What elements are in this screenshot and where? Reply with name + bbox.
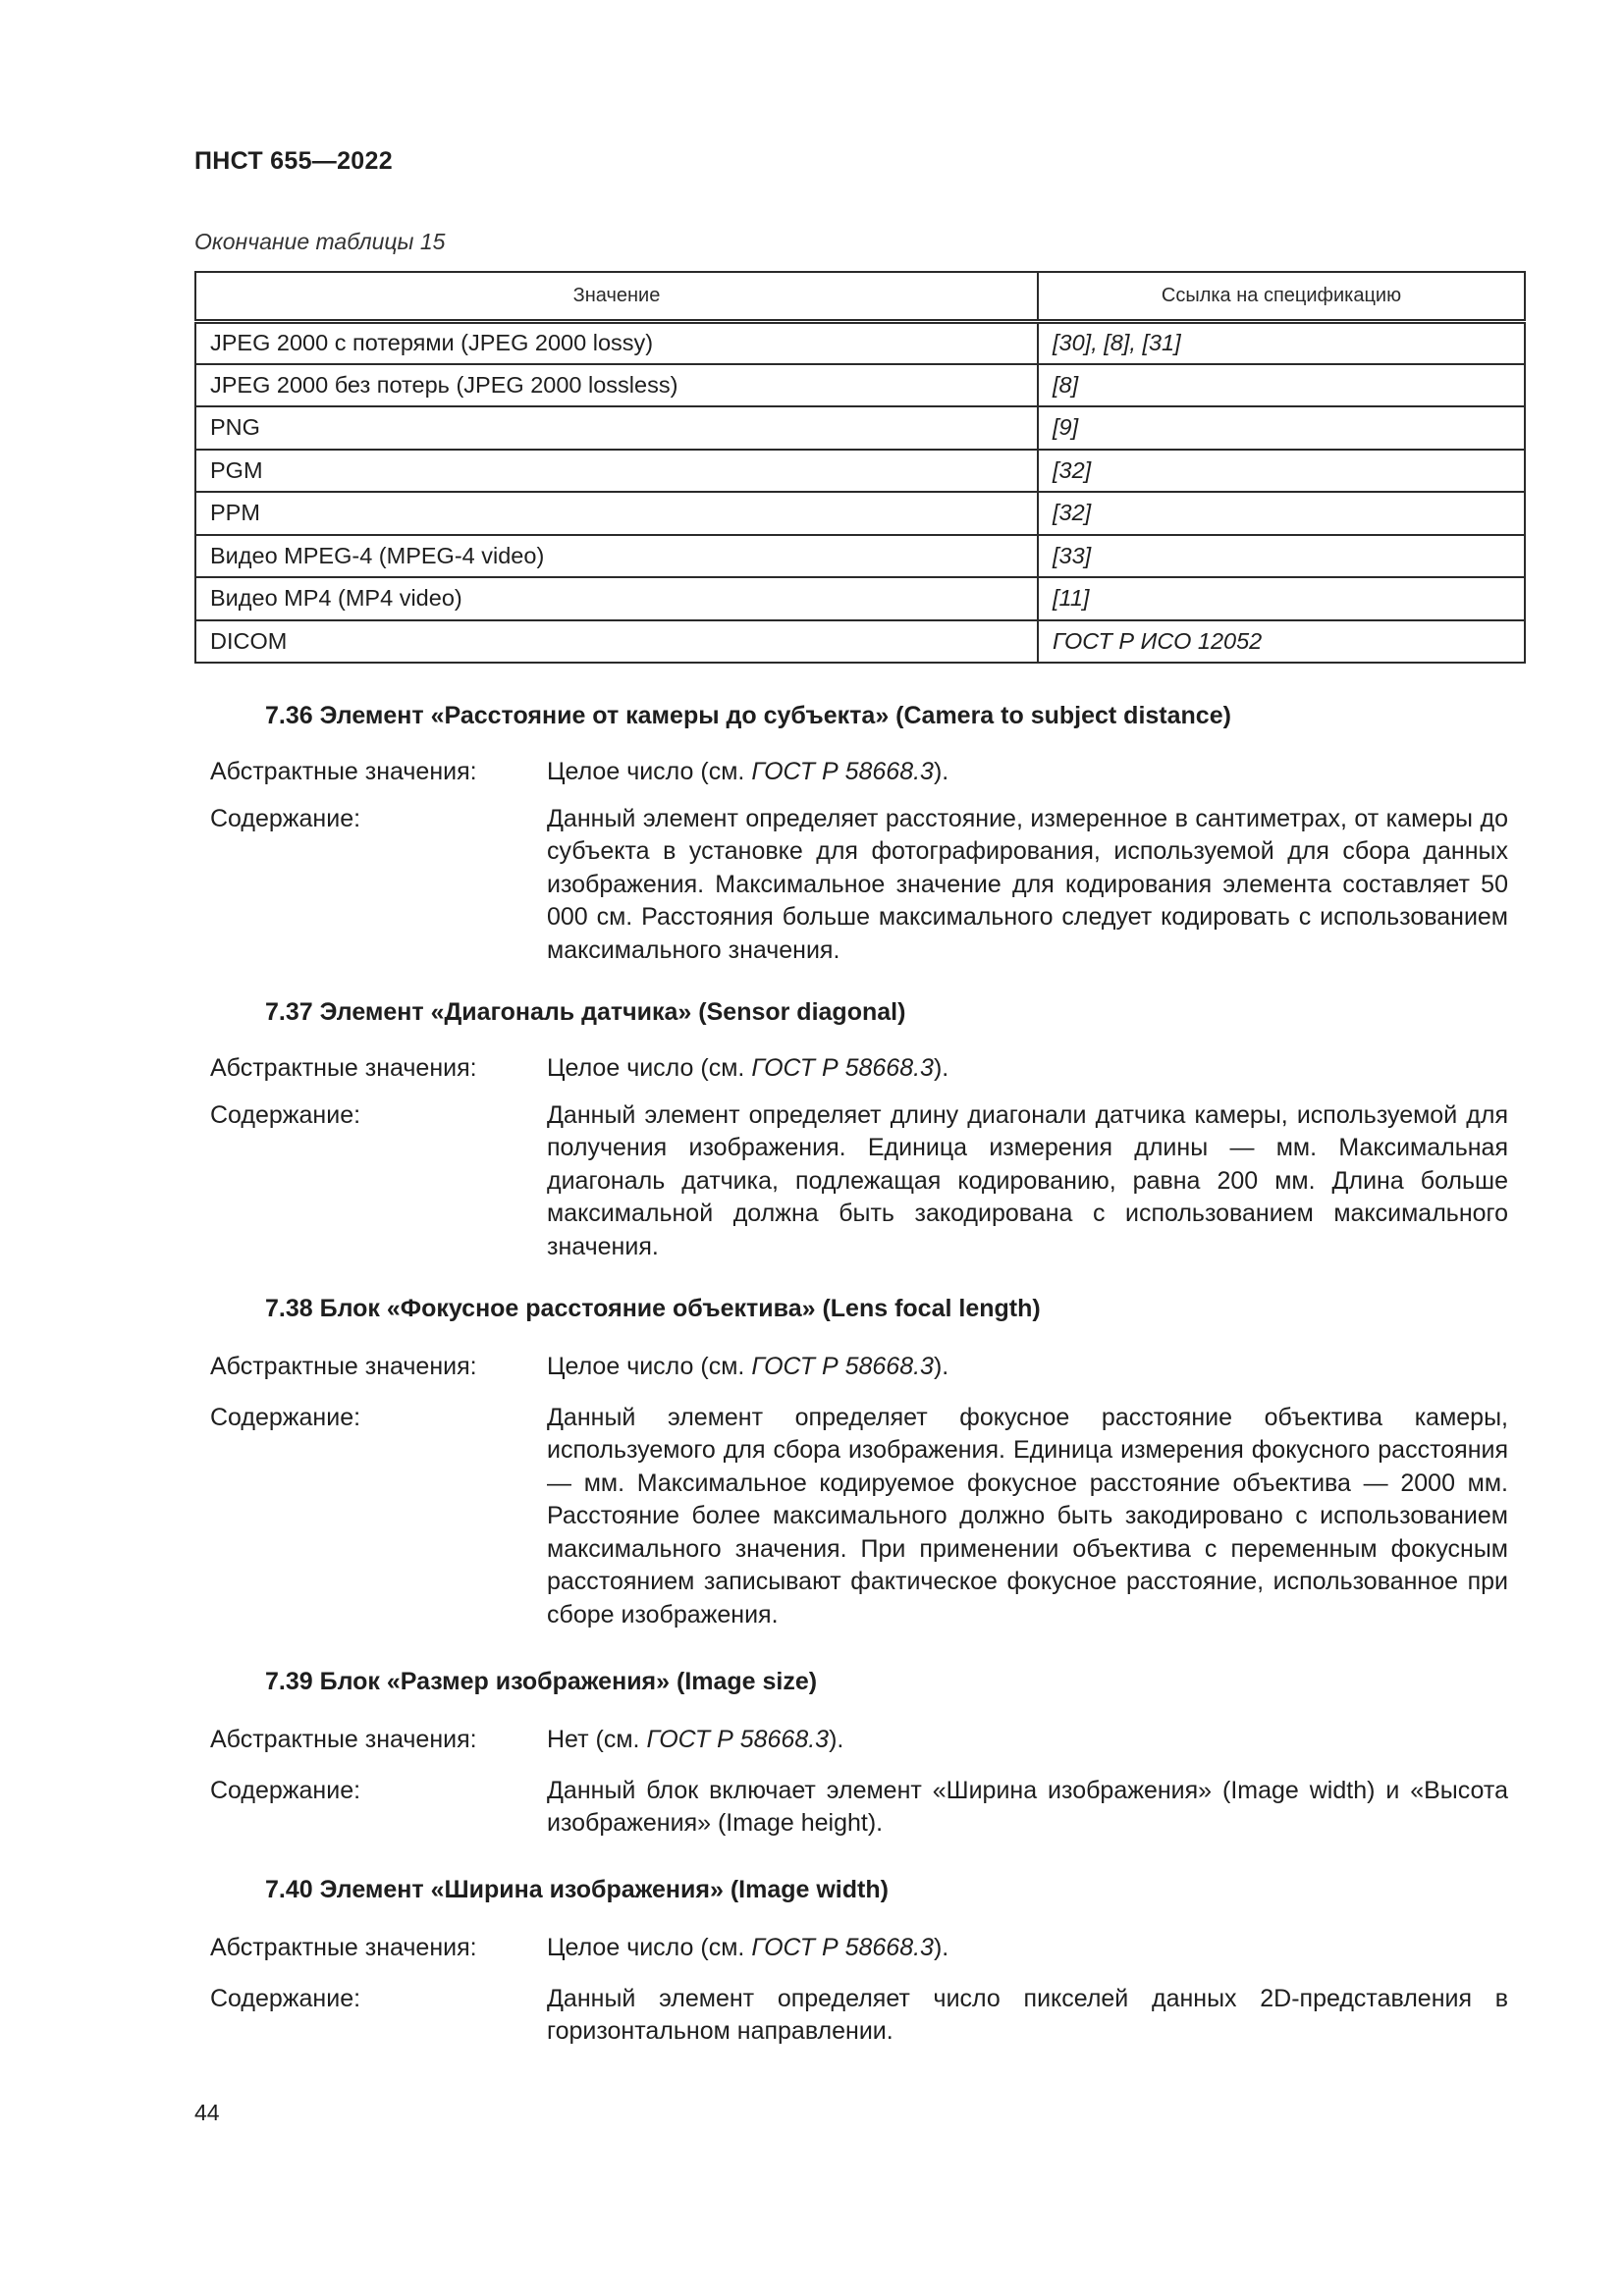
cell-ref: [32] (1038, 450, 1525, 493)
cell-value: JPEG 2000 с потерями (JPEG 2000 lossy) (195, 321, 1038, 364)
table-row (195, 406, 1525, 450)
cell-value: JPEG 2000 без потерь (JPEG 2000 lossless) (195, 364, 1038, 407)
cell-ref: [32] (1038, 492, 1525, 535)
standard-reference: ГОСТ Р 58668.3 (751, 1353, 934, 1380)
cell-value: PNG (195, 406, 1038, 450)
content-text: Данный элемент определяет фокусное расстояние объектива камеры, используемого для сбора изображения. Единица измерения фокусного расстояния — мм. Максимальное кодируемое фокусное расстояние объектива — 2000 мм. Расстояние более максимального должно быть закодировано с использованием максимального значения. При применении объектива с переменным фокусным расстоянием записывают фактическое фокусное расстояние, использованное при сборе изображения. (547, 1403, 1508, 1629)
cell-ref: [11] (1038, 577, 1525, 620)
standard-reference: ГОСТ Р 58668.3 (646, 1726, 830, 1753)
abstract-values-value: Нет (см. ГОСТ Р 58668.3). (547, 1726, 844, 1753)
content-text: Данный элемент определяет число пикселей данных 2D-представления в горизонтальном направлении. (547, 1984, 1508, 2045)
content-field (194, 1775, 1526, 1841)
abstract-values-value: Целое число (см. ГОСТ Р 58668.3). (547, 1054, 949, 1082)
abstract-values-value: Целое число (см. ГОСТ Р 58668.3). (547, 758, 949, 785)
cell-ref: [33] (1038, 535, 1525, 578)
section-7-39 (194, 1668, 1526, 1841)
section-title: 7.37 Элемент «Диагональ датчика» (Sensor diagonal) (265, 998, 906, 1026)
section-title: 7.40 Элемент «Ширина изображения» (Image width) (265, 1876, 889, 1903)
cell-ref: ГОСТ Р ИСО 12052 (1038, 620, 1525, 664)
cell-value: PPM (195, 492, 1038, 535)
cell-ref: [8] (1038, 364, 1525, 407)
content-label: Содержание: (210, 804, 361, 832)
section-title: 7.38 Блок «Фокусное расстояние объектива» (Lens focal length) (265, 1295, 1041, 1322)
abstract-values-field (194, 1351, 1526, 1384)
cell-ref: [9] (1038, 406, 1525, 450)
table-header-row (195, 272, 1525, 321)
abstract-values-value: Целое число (см. ГОСТ Р 58668.3). (547, 1353, 949, 1380)
page-number: 44 (194, 2100, 220, 2125)
cell-value: PGM (195, 450, 1038, 493)
standard-reference: ГОСТ Р 58668.3 (751, 758, 934, 785)
table-row (195, 535, 1525, 578)
document-header: ПНСТ 655—2022 (194, 147, 393, 175)
table-row (195, 450, 1525, 493)
standard-reference: ГОСТ Р 58668.3 (751, 1054, 934, 1082)
abstract-values-field (194, 756, 1526, 789)
abstract-values-label: Абстрактные значения: (210, 1726, 477, 1753)
section-7-40 (194, 1876, 1526, 2049)
content-label: Содержание: (210, 1403, 361, 1431)
abstract-values-label: Абстрактные значения: (210, 1353, 477, 1380)
table-caption: Окончание таблицы 15 (194, 229, 446, 254)
table-row (195, 364, 1525, 407)
table-row (195, 321, 1525, 364)
abstract-values-value: Целое число (см. ГОСТ Р 58668.3). (547, 1934, 949, 1961)
content-text: Данный элемент определяет расстояние, измеренное в сантиметрах, от камеры до субъекта в установке для фотографирования, используемой для сбора данных изображения. Максимальное значение для кодирования элемента составляет 50 000 см. Расстояния больше максимального следует кодировать с использованием максимального значения. (547, 804, 1508, 964)
table-row (195, 492, 1525, 535)
spec-table (194, 271, 1526, 664)
standard-reference: ГОСТ Р 58668.3 (751, 1934, 934, 1961)
table-row (195, 620, 1525, 664)
content-field (194, 1983, 1526, 2049)
abstract-values-field (194, 1932, 1526, 1965)
content-label: Содержание: (210, 1100, 361, 1129)
content-label: Содержание: (210, 1776, 361, 1804)
abstract-values-label: Абстрактные значения: (210, 1054, 477, 1082)
cell-ref: [30], [8], [31] (1038, 321, 1525, 364)
section-7-37 (194, 998, 1526, 1263)
content-text: Данный блок включает элемент «Ширина изображения» (Image width) и «Высота изображения» (Image height). (547, 1776, 1508, 1837)
abstract-values-label: Абстрактные значения: (210, 1934, 477, 1961)
abstract-values-field (194, 1724, 1526, 1757)
section-title: 7.39 Блок «Размер изображения» (Image size) (265, 1668, 818, 1695)
content-text: Данный элемент определяет длину диагонали датчика камеры, используемой для получения изображения. Единица измерения длины — мм. Максимальная диагональ датчика, подлежащая кодированию, равна 200 мм. Длина больше максимальной должна быть закодирована с использованием максимального значения. (547, 1100, 1508, 1260)
cell-value: Видео MPEG-4 (MPEG-4 video) (195, 535, 1038, 578)
cell-value: DICOM (195, 620, 1038, 664)
column-header-value: Значение (195, 272, 1038, 321)
content-label: Содержание: (210, 1984, 361, 2012)
content-field (194, 1402, 1526, 1632)
section-7-38 (194, 1295, 1526, 1631)
column-header-ref: Ссылка на спецификацию (1038, 272, 1525, 321)
abstract-values-label: Абстрактные значения: (210, 758, 477, 785)
content-field (194, 1099, 1526, 1264)
cell-value: Видео MP4 (MP4 video) (195, 577, 1038, 620)
abstract-values-field (194, 1052, 1526, 1086)
table-row (195, 577, 1525, 620)
section-title: 7.36 Элемент «Расстояние от камеры до субъекта» (Camera to subject distance) (265, 702, 1231, 729)
section-7-36 (194, 702, 1526, 967)
content-field (194, 803, 1526, 968)
